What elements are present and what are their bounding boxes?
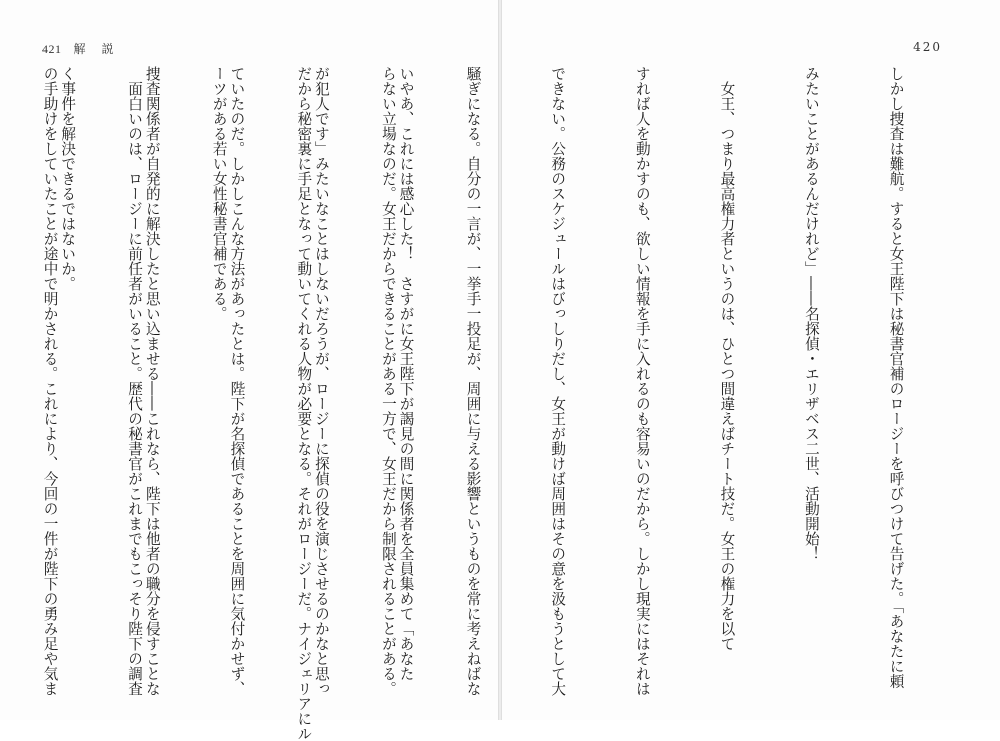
text-line: ていたのだ。しかしこんな方法があったとは。陛下が名探偵であることを周囲に気付かせず、 bbox=[228, 66, 246, 696]
running-head: 解 説 bbox=[73, 42, 116, 56]
left-page-header bbox=[42, 40, 116, 57]
text-line: いやあ、これには感心した！ さすがに女王陛下が謁見の間に関係者を全員集めて「あなた bbox=[397, 66, 415, 681]
text-line: の手助けをしていたことが途中で明かされる。これにより、今回の一件が陛下の勇み足や気ま bbox=[41, 66, 59, 696]
text-line: 面白いのは、ロージーに前任者がいること。歴代の秘書官がこれまでもこっそり陛下の調査 bbox=[126, 66, 144, 696]
text-line: 女王、つまり最高権力者というのは、ひとつ間違えばチート技だ。女王の権力を以て bbox=[718, 66, 736, 651]
right-page-number: 420 bbox=[913, 40, 942, 54]
text-line: 捜査関係者が自発的に解決したと思い込ませる――これなら、陛下は他者の職分を侵すことな bbox=[143, 66, 161, 696]
text-line: が犯人です」みたいなことはしないだろうが、ロージーに探偵の役を演じさせるのかなと思っ bbox=[312, 66, 330, 696]
text-line: しかし捜査は難航。すると女王陛下は秘書官補のロージーを呼びつけて告げた。「あなたに頼 bbox=[887, 66, 905, 689]
right-page-header bbox=[913, 40, 942, 54]
text-line: みたいことがあるんだけれど」――名探偵・エリザベス二世、活動開始！ bbox=[802, 66, 820, 561]
left-page-number: 421 bbox=[42, 42, 62, 56]
text-line: だから秘密裏に手足となって動いてくれる人物が必要となる。それがロージーだ。ナイジェリアにル bbox=[295, 66, 313, 741]
text-line: ーツがある若い女性秘書官補である。 bbox=[210, 66, 228, 321]
text-line: 騒ぎになる。自分の一言が、一挙手一投足が、周囲に与える影響というものを常に考えねばな bbox=[464, 66, 482, 696]
text-line: く事件を解決できるではないか。 bbox=[59, 66, 77, 291]
text-line: すれば人を動かすのも、欲しい情報を手に入れるのも容易いのだから。しかし現実にはそれは bbox=[633, 66, 651, 696]
text-line: らない立場なのだ。女王だからできることがある一方で、女王だから制限されることがある。 bbox=[379, 66, 397, 696]
text-line: できない。公務のスケジュールはびっしりだし、女王が動けば周囲はその意を汲もうとして大 bbox=[549, 66, 567, 696]
